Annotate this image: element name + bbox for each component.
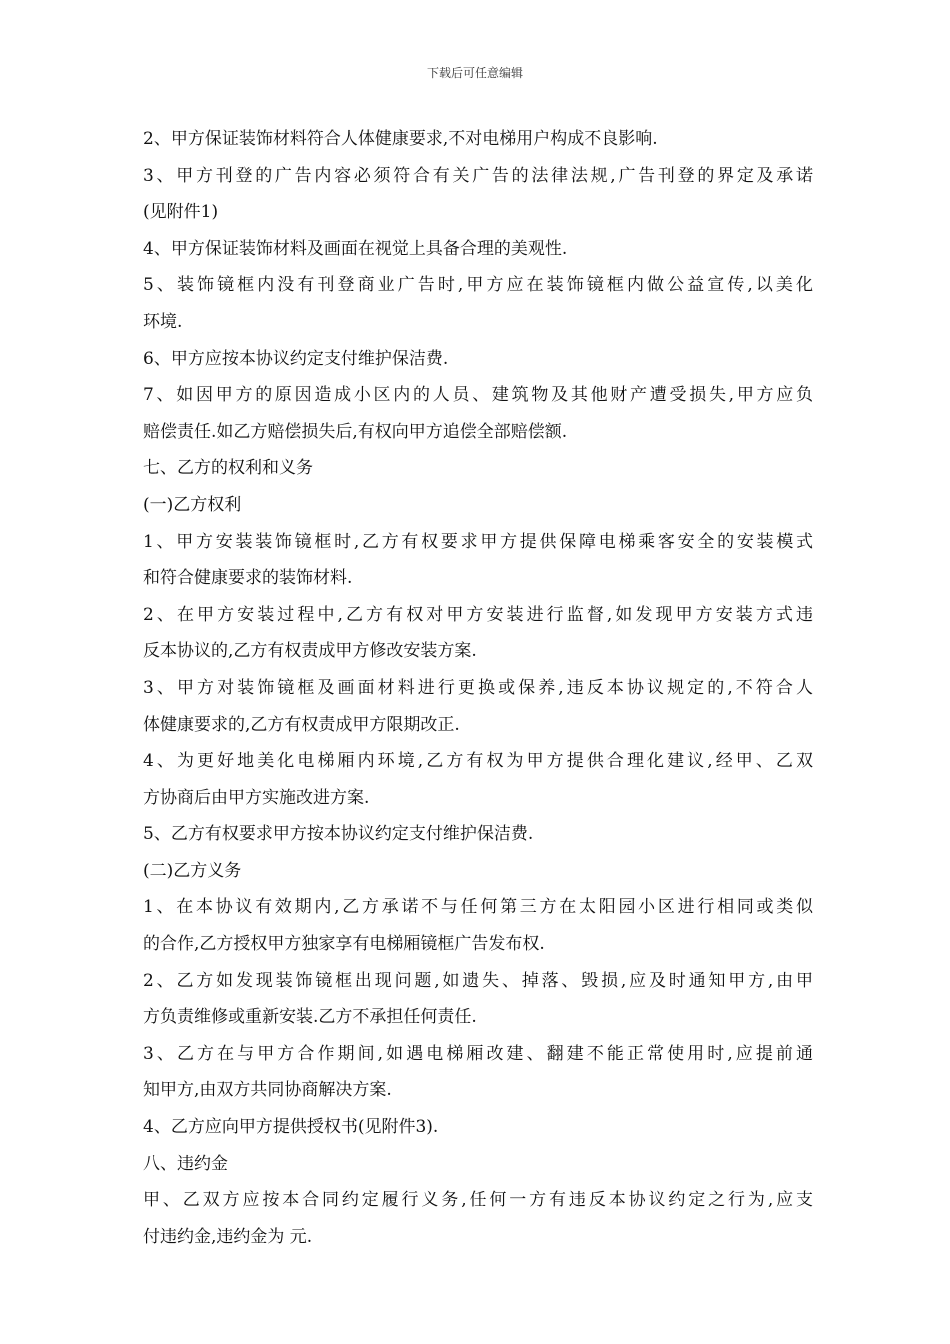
text-line: (一)乙方权利 — [143, 494, 242, 515]
text-line: 3、甲方刊登的广告内容必须符合有关广告的法律法规,广告刊登的界定及承诺 — [143, 165, 813, 186]
text-line: 4、甲方保证装饰材料及画面在视觉上具备合理的美观性. — [143, 238, 568, 259]
text-line: 知甲方,由双方共同协商解决方案. — [143, 1080, 392, 1101]
page-header: 下载后可任意编辑 — [426, 66, 523, 80]
text-line: 体健康要求的,乙方有权责成甲方限期改正. — [143, 714, 460, 735]
text-line: 7、如因甲方的原因造成小区内的人员、建筑物及其他财产遭受损失,甲方应负 — [143, 385, 813, 406]
text-line: 6、甲方应按本协议约定支付维护保洁费. — [143, 348, 449, 369]
text-line: 2、乙方如发现装饰镜框出现问题,如遗失、掉落、毁损,应及时通知甲方,由甲 — [143, 970, 813, 991]
text-line: 七、乙方的权利和义务 — [143, 458, 313, 479]
text-line: (二)乙方义务 — [143, 860, 242, 881]
text-line: 3、乙方在与甲方合作期间,如遇电梯厢改建、翻建不能正常使用时,应提前通 — [143, 1043, 813, 1064]
text-line: 1、甲方安装装饰镜框时,乙方有权要求甲方提供保障电梯乘客安全的安装模式 — [143, 531, 813, 552]
text-line: 方负责维修或重新安装.乙方不承担任何责任. — [143, 1007, 477, 1028]
text-line: (见附件1) — [143, 202, 219, 223]
text-line: 付违约金,违约金为 元. — [143, 1226, 313, 1247]
text-line: 4、乙方应向甲方提供授权书(见附件3). — [143, 1117, 439, 1138]
text-line: 的合作,乙方授权甲方独家享有电梯厢镜框广告发布权. — [143, 934, 545, 955]
text-line: 3、甲方对装饰镜框及画面材料进行更换或保养,违反本协议规定的,不符合人 — [143, 677, 813, 698]
text-line: 和符合健康要求的装饰材料. — [143, 568, 353, 589]
text-line: 反本协议的,乙方有权责成甲方修改安装方案. — [143, 641, 477, 662]
text-line: 4、为更好地美化电梯厢内环境,乙方有权为甲方提供合理化建议,经甲、乙双 — [143, 751, 813, 772]
text-line: 甲、乙双方应按本合同约定履行义务,任何一方有违反本协议约定之行为,应支 — [143, 1190, 813, 1211]
text-line: 方协商后由甲方实施改进方案. — [143, 787, 370, 808]
text-line: 2、甲方保证装饰材料符合人体健康要求,不对电梯用户构成不良影响. — [143, 129, 658, 149]
text-line: 5、装饰镜框内没有刊登商业广告时,甲方应在装饰镜框内做公益宣传,以美化 — [143, 275, 813, 296]
text-line: 八、违约金 — [143, 1153, 228, 1174]
text-line: 环境. — [143, 311, 183, 332]
text-line: 1、在本协议有效期内,乙方承诺不与任何第三方在太阳园小区进行相同或类似 — [143, 897, 813, 918]
text-line: 2、在甲方安装过程中,乙方有权对甲方安装进行监督,如发现甲方安装方式违 — [143, 604, 813, 625]
document-body — [143, 124, 813, 1258]
text-line: 5、乙方有权要求甲方按本协议约定支付维护保洁费. — [143, 824, 534, 845]
text-line: 赔偿责任.如乙方赔偿损失后,有权向甲方追偿全部赔偿额. — [143, 421, 568, 442]
